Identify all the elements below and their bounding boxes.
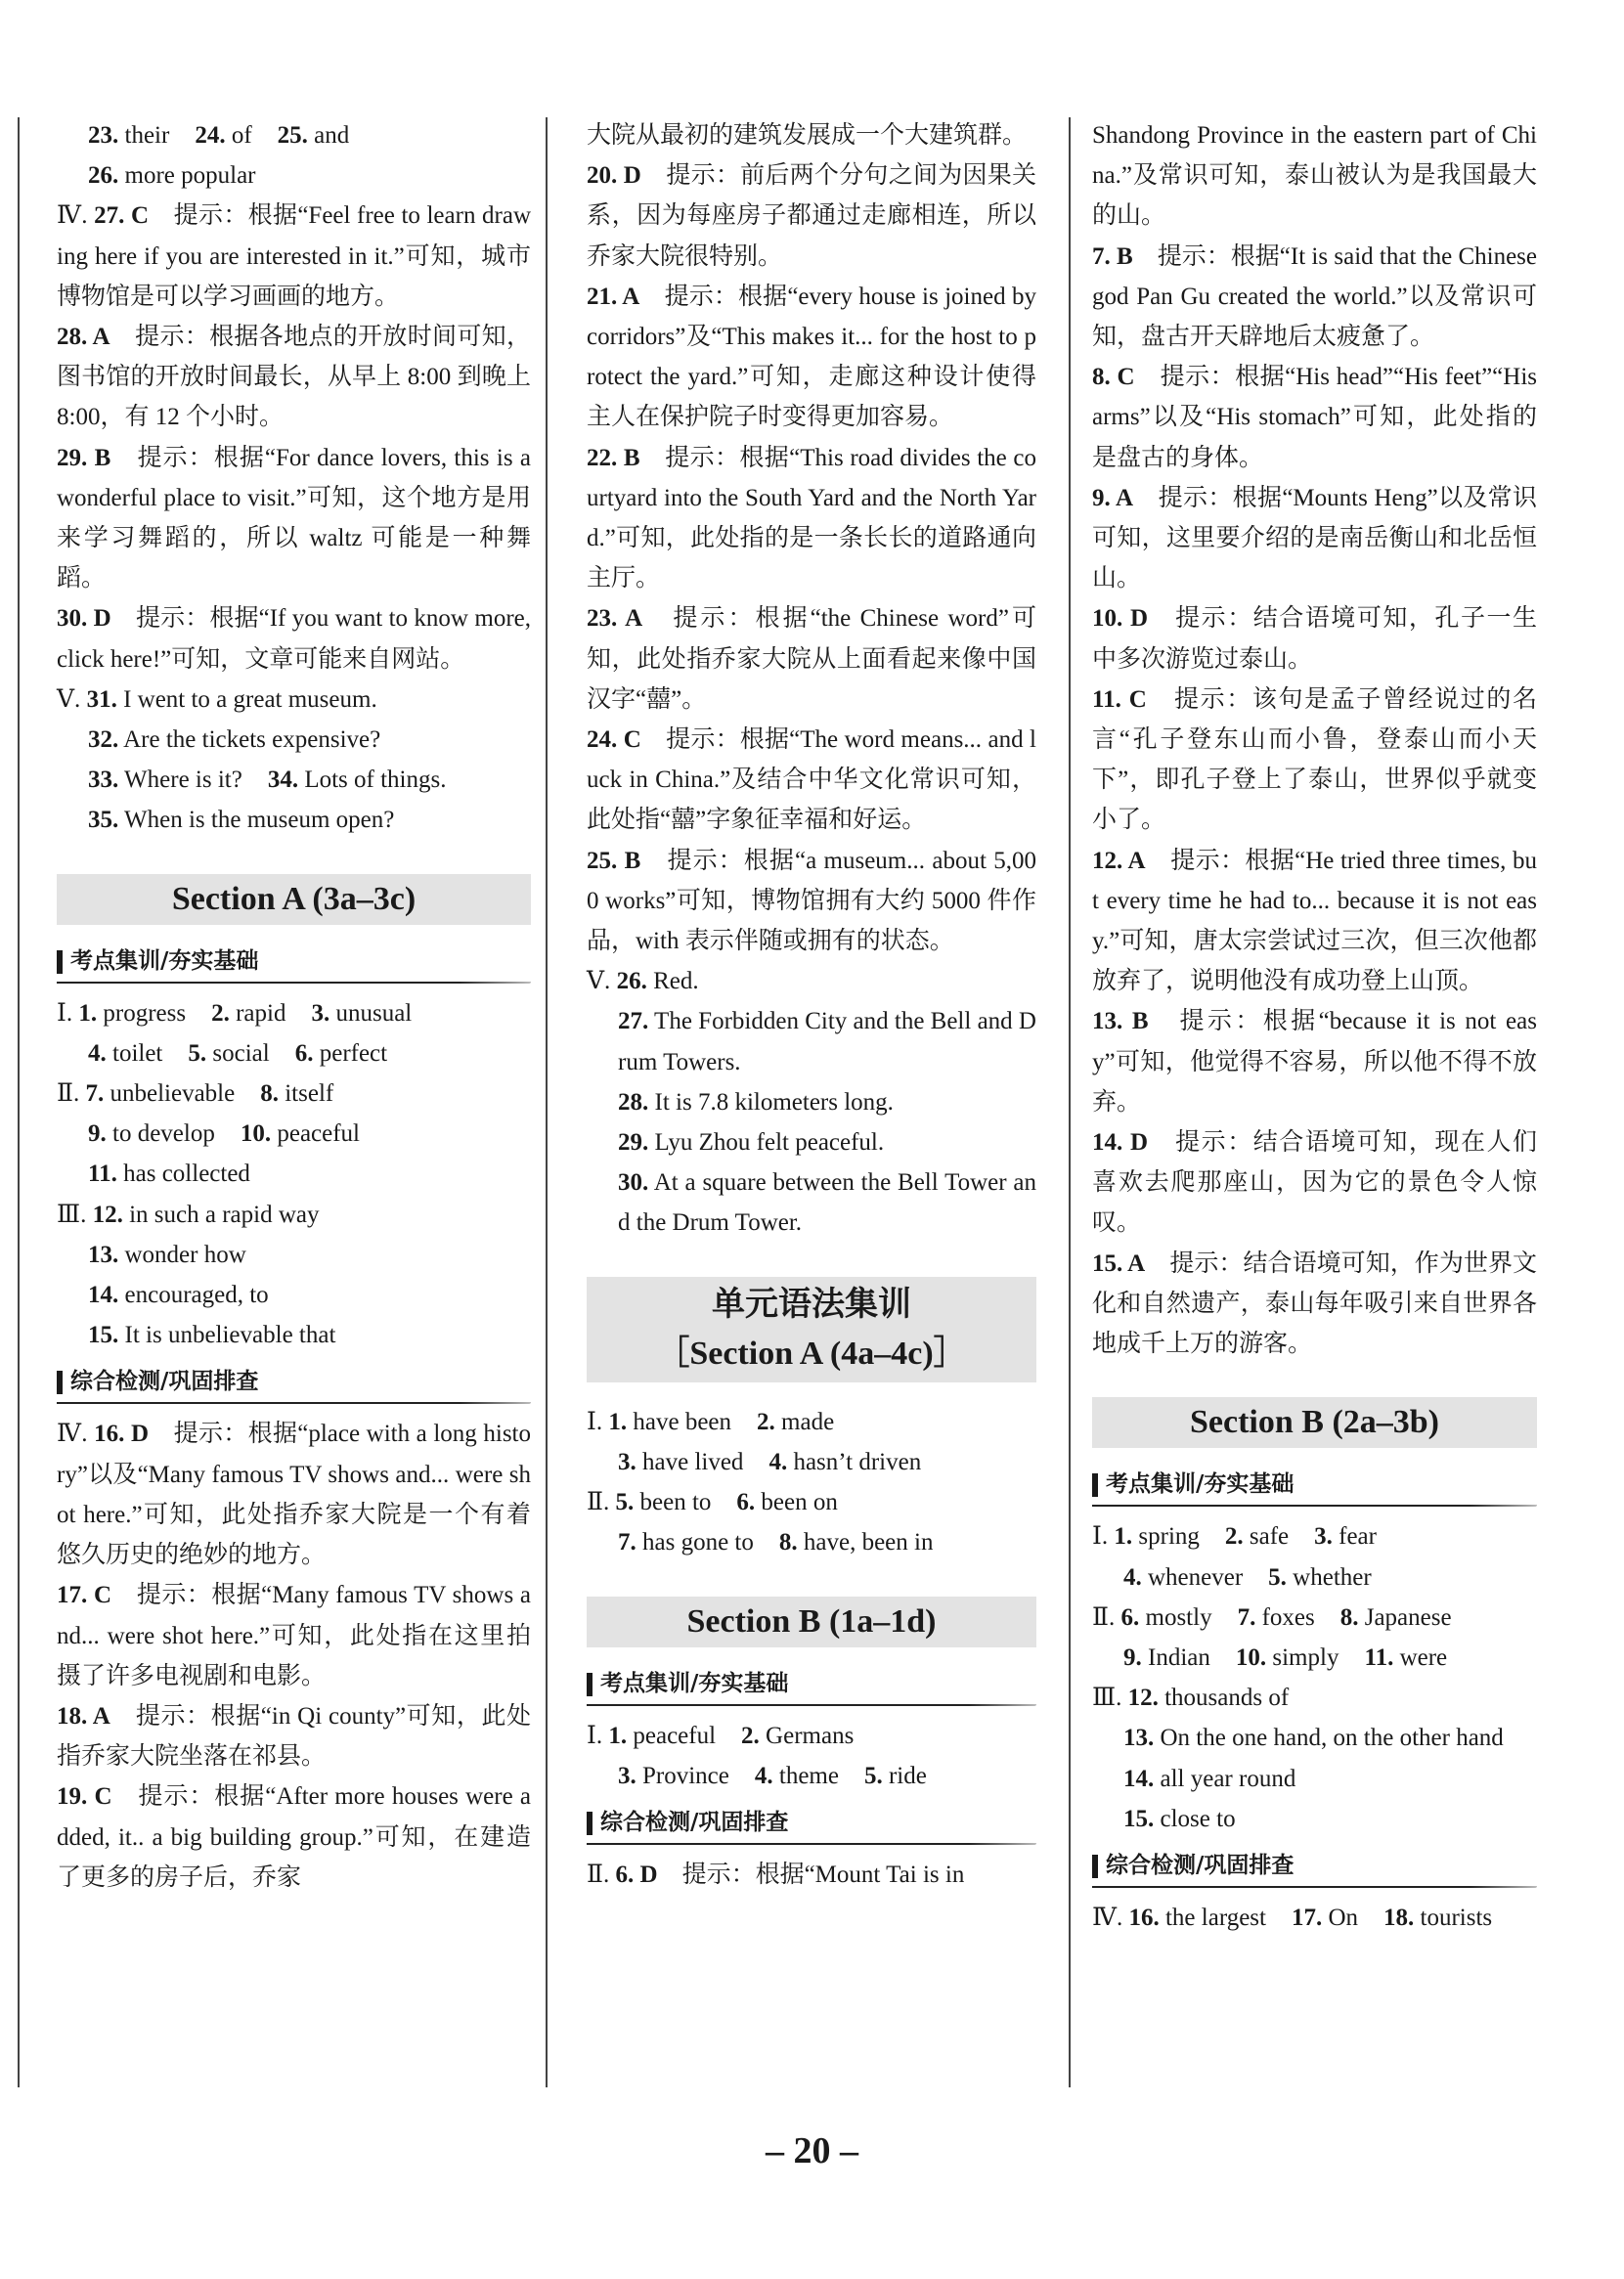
grammar-section-title: 单元语法集训 — [712, 1286, 911, 1323]
answer-line: 大院从最初的建筑发展成一个大建筑群。 — [587, 122, 1028, 149]
answer-line: Ⅱ. 5. been to 6. been on — [587, 1489, 838, 1516]
answer-line: Ⅰ. 1. spring 2. safe 3. fear — [1092, 1523, 1377, 1551]
answer-line: 28. It is 7.8 kilometers long. — [618, 1088, 894, 1116]
answer-line: 26. more popular — [88, 162, 256, 190]
answer-line: 3. Province 4. theme 5. ride — [618, 1762, 927, 1789]
section-heading: Section B (2a–3b) — [1092, 1397, 1537, 1448]
section-heading: Section B (1a–1d) — [587, 1597, 1036, 1647]
section-heading: Section A (3a–3c) — [57, 874, 531, 925]
subsection-heading: 综合检测/巩固排查 — [57, 1365, 531, 1404]
answer-line: Ⅳ. 27. C 提示：根据“Feel free to learn drawing here if you are interested in it.”可知，城市博物馆是可以学习画画的地方。 — [57, 202, 531, 310]
answer-line: Ⅱ. 6. D 提示：根据“Mount Tai is in — [587, 1861, 965, 1888]
answer-line: 13. B 提示：根据“because it is not easy”可知，他觉得不容易，所以他不得不放弃。 — [1092, 1008, 1537, 1116]
answer-line: 30. D 提示：根据“If you want to know more, click here!”可知，文章可能来自网站。 — [57, 605, 531, 673]
answer-line: 4. whenever 5. whether — [1123, 1563, 1372, 1591]
column-divider-1 — [546, 117, 548, 2087]
answer-line: Shandong Province in the eastern part of China.”及常识可知，泰山被认为是我国最大的山。 — [1092, 122, 1537, 230]
answer-line: 9. to develop 10. peaceful — [88, 1120, 360, 1148]
subsection-heading: 考点集训/夯实基础 — [587, 1667, 1036, 1706]
answer-line: 24. C 提示：根据“The word means... and luck in China.”及结合中华文化常识可知，此处指“囍”字象征幸福和好运。 — [587, 726, 1036, 834]
answer-line: Ⅴ. 31. I went to a great museum. — [57, 685, 377, 713]
answer-line: 13. On the one hand, on the other hand — [1123, 1725, 1504, 1752]
answer-line: 33. Where is it? 34. Lots of things. — [88, 767, 447, 794]
answer-line: 9. A 提示：根据“Mounts Heng”以及常识可知，这里要介绍的是南岳衡山和北岳恒山。 — [1092, 484, 1537, 592]
answer-line: 21. A 提示：根据“every house is joined by corridors”及“This makes it... for the host to protect the yard.”可知，走廊这种设计使得主人在保护院子时变得更加容易。 — [587, 283, 1036, 431]
answer-line: 14. encouraged, to — [88, 1282, 269, 1309]
grammar-section-heading — [587, 1277, 1036, 1382]
subsection-heading: 考点集训/夯实基础 — [1092, 1468, 1537, 1507]
answer-line: 4. toilet 5. social 6. perfect — [88, 1039, 388, 1067]
answer-line: Ⅰ. 1. peaceful 2. Germans — [587, 1722, 855, 1749]
answer-line: Ⅰ. 1. have been 2. made — [587, 1408, 835, 1435]
answer-line: 7. B 提示：根据“It is said that the Chinese god Pan Gu created the world.”以及常识可知，盘古开天辟地后太疲惫了。 — [1092, 242, 1537, 351]
answer-line: 11. has collected — [88, 1161, 250, 1188]
answer-line: 27. The Forbidden City and the Bell and Drum Towers. — [618, 1008, 1036, 1075]
subsection-heading: 综合检测/巩固排查 — [587, 1806, 1036, 1845]
answer-line: Ⅱ. 6. mostly 7. foxes 8. Japanese — [1092, 1603, 1452, 1631]
answer-line: 14. all year round — [1123, 1765, 1296, 1792]
answer-line: 22. B 提示：根据“This road divides the courtyard into the South Yard and the North Yard.”可知，此处指的是一条长长的道路通向主厅。 — [587, 444, 1036, 592]
answer-line: 20. D 提示：前后两个分句之间为因果关系，因为每座房子都通过走廊相连，所以乔家大院很特别。 — [587, 162, 1036, 270]
answer-line: 7. has gone to 8. have, been in — [618, 1529, 934, 1556]
answer-line: 17. C 提示：根据“Many famous TV shows and... were shot here.”可知，此处指在这里拍摄了许多电视剧和电影。 — [57, 1582, 531, 1689]
answer-line: 30. At a square between the Bell Tower and the Drum Tower. — [618, 1169, 1036, 1237]
column-1 — [57, 115, 531, 1898]
column-3 — [1092, 115, 1537, 1938]
answer-line: 13. wonder how — [88, 1241, 246, 1268]
answer-line: 14. D 提示：结合语境可知，现在人们喜欢去爬那座山，因为它的景色令人惊叹。 — [1092, 1129, 1537, 1237]
answer-line: 15. It is unbelievable that — [88, 1322, 336, 1349]
answer-line: 19. C 提示：根据“After more houses were added, it.. a big building group.”可知，在建造了更多的房子后，乔家 — [57, 1783, 531, 1891]
answer-line: 29. Lyu Zhou felt peaceful. — [618, 1129, 885, 1157]
answer-line: 35. When is the museum open? — [88, 807, 395, 834]
answer-line: 15. A 提示：结合语境可知，作为世界文化和自然遗产，泰山每年吸引来自世界各地成千上万的游客。 — [1092, 1249, 1537, 1358]
answer-line: 32. Are the tickets expensive? — [88, 726, 381, 754]
answer-line: Ⅱ. 7. unbelievable 8. itself — [57, 1080, 334, 1108]
answer-line: 10. D 提示：结合语境可知，孔子一生中多次游览过泰山。 — [1092, 605, 1537, 673]
answer-line: 3. have lived 4. hasn’t driven — [618, 1448, 922, 1475]
subsection-heading: 综合检测/巩固排查 — [1092, 1849, 1537, 1888]
answer-line: 28. A 提示：根据各地点的开放时间可知，图书馆的开放时间最长，从早上 8:00 到晚上 8:00，有 12 个小时。 — [57, 324, 531, 431]
answer-line: 23. A 提示：根据“the Chinese word”可知，此处指乔家大院从上面看起来像中国汉字“囍”。 — [587, 605, 1036, 713]
page-number: – 20 – — [766, 2130, 858, 2171]
answer-line: 23. their 24. of 25. and — [88, 122, 350, 149]
answer-line: 15. close to — [1123, 1805, 1236, 1832]
answer-line: Ⅲ. 12. thousands of — [1092, 1685, 1290, 1712]
answer-line: 12. A 提示：根据“He tried three times, but every time he had to... because it is not easy.”可知，唐太宗尝试过三次，但三次他都放弃了，说明他没有成功登上山顶。 — [1092, 847, 1537, 995]
column-divider-left — [18, 117, 20, 2087]
subsection-heading: 考点集训/夯实基础 — [57, 944, 531, 984]
answer-line: 11. C 提示：该句是孟子曾经说过的名言“孔子登东山而小鲁，登泰山而小天下”，即孔子登上了泰山，世界似乎就变小了。 — [1092, 685, 1537, 834]
column-2 — [587, 115, 1036, 1895]
answer-line: 9. Indian 10. simply 11. were — [1123, 1644, 1448, 1671]
answer-line: 18. A 提示：根据“in Qi county”可知，此处指乔家大院坐落在祁县。 — [57, 1702, 531, 1771]
answer-line: 8. C 提示：根据“His head”“His feet”“His arms”以及“His stomach”可知，此处指的是盘古的身体。 — [1092, 364, 1538, 471]
grammar-section-subtitle: ［Section A (4a–4c)］ — [656, 1335, 967, 1372]
answer-line: 29. B 提示：根据“For dance lovers, this is a wonderful place to visit.”可知，这个地方是用来学习舞蹈的，所以 waltz 可能是一种舞蹈。 — [57, 444, 531, 592]
answer-line: 25. B 提示：根据“a museum... about 5,000 works”可知，博物馆拥有大约 5000 件作品，with 表示伴随或拥有的状态。 — [587, 847, 1036, 955]
answer-line: Ⅴ. 26. Red. — [587, 968, 699, 995]
answer-line: Ⅲ. 12. in such a rapid way — [57, 1201, 320, 1228]
answer-line: Ⅳ. 16. the largest 17. On 18. tourists — [1092, 1904, 1493, 1931]
answer-line: Ⅰ. 1. progress 2. rapid 3. unusual — [57, 999, 413, 1027]
answer-line: Ⅳ. 16. D 提示：根据“place with a long history”以及“Many famous TV shows and... were shot here.”可知，此处指乔家大院是一个有着悠久历史的绝妙的地方。 — [57, 1421, 531, 1569]
column-divider-2 — [1069, 117, 1071, 2087]
